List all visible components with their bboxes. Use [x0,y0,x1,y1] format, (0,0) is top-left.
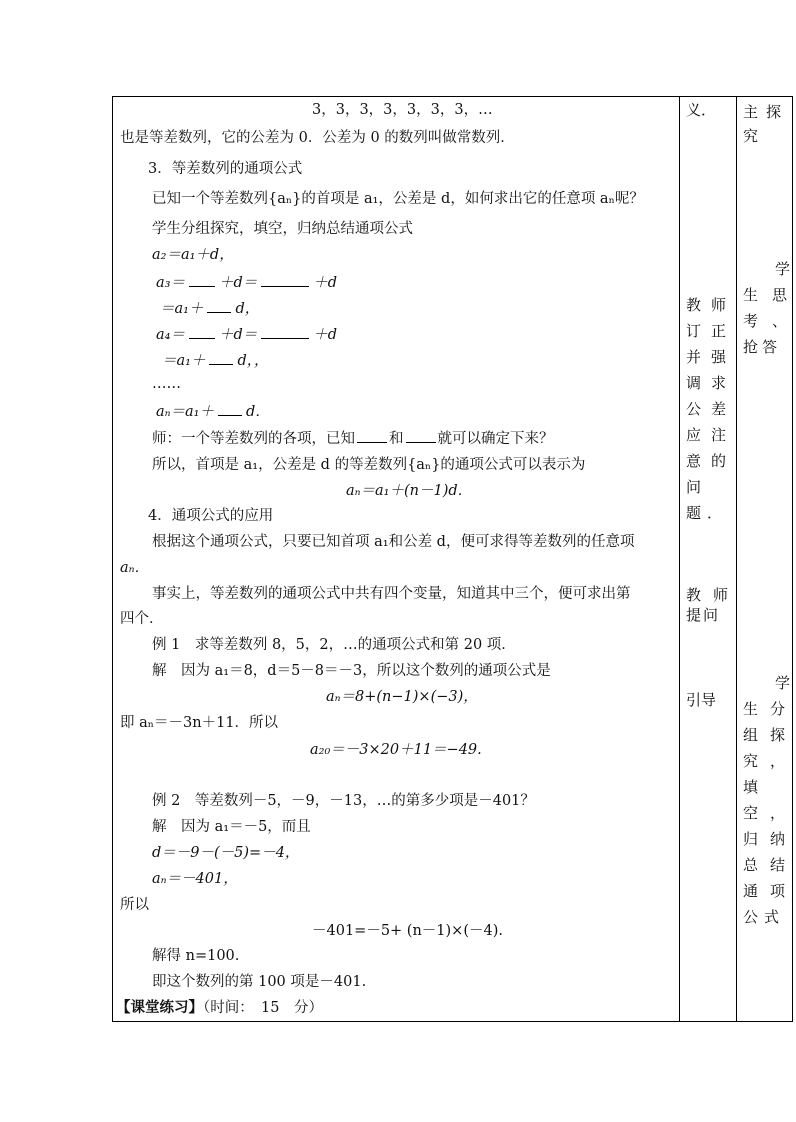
so-text: 所以，首项是 a₁，公差是 d 的等差数列{aₙ}的通项公式可以表示为 [152,457,586,473]
example-1-result: 即 aₙ＝－3n＋11．所以 [120,715,279,731]
teacher-question: 师：一个等差数列的各项，已知 和 就可以确定下来？ [152,428,554,449]
blank-a4-2[interactable] [261,324,309,339]
fact-line-2: 四个． [120,611,164,627]
application-line-2: aₙ． [120,560,150,576]
eq-a4-line2: ＝a₁＋ d，， [162,350,269,371]
example-2-an: aₙ＝－401， [152,871,238,887]
application-line-1: 根据这个通项公式，只要已知首项 a₁和公差 d，便可求得等差数列的任意项 [152,534,635,550]
example-2-so: 所以 [120,897,149,913]
teacher-note: 教师订正并强调求公差应注意的问题． [686,296,732,522]
example-2-solution: 解 因为 a₁＝－5，而且 [152,819,311,835]
section-3-title: 3．等差数列的通项公式 [148,161,303,177]
blank-first-term[interactable] [357,428,387,443]
blank-an[interactable] [218,401,242,416]
constant-sequence-note: 也是等差数列，它的公差为 0．公差为 0 的数列叫做常数列． [120,130,515,146]
column-divider-1 [679,96,680,1022]
student-col-top: 主探究 [743,103,790,145]
example-1-a20: a₂₀＝－3×20＋11＝−49. [310,742,482,758]
example-2-d: d＝－9－(－5)=－4， [152,845,300,861]
ellipsis: …… [152,376,181,392]
student-explore: 学生分组探究，填空，归纳总结通项公式 [743,674,796,926]
practice-time: （时间： 15 分） [203,1000,323,1016]
blank-common-difference[interactable] [406,428,436,443]
example-1: 例 1 求等差数列 8，5，2，…的通项公式和第 20 项． [152,637,516,653]
blank-a3-1[interactable] [189,272,215,287]
eq-a3: a₃＝ ＋d＝ ＋d [156,272,337,293]
blank-a4-1[interactable] [189,324,215,339]
example-2-n: 解得 n=100. [152,948,240,964]
example-2-equation: －401=－5+ (n－1)×(－4). [312,923,503,939]
group-task-text: 学生分组探究，填空，归纳总结通项公式 [152,221,413,237]
general-term-formula: aₙ＝a₁＋(n－1)d． [346,483,473,499]
column-divider-2 [736,96,737,1022]
example-1-formula: aₙ＝8+(n−1)×(−3)， [326,689,478,705]
practice-label: 【课堂练习】 [116,999,203,1016]
constant-sequence: 3，3，3，3，3，3，3，… [312,102,493,118]
example-1-solution: 解 因为 a₁＝8，d＝5－8＝－3，所以这个数列的通项公式是 [152,663,551,679]
example-2-conclusion: 即这个数列的第 100 项是－401. [152,974,367,990]
eq-a2: a₂＝a₁＋d， [152,247,234,263]
teacher-guide: 引导 [686,691,717,709]
eq-a3-line2: ＝a₁＋ d， [160,298,259,319]
eq-an: aₙ＝a₁＋ d． [156,401,270,422]
section-4-title: 4．通项公式的应用 [148,508,274,524]
blank-a3-3[interactable] [207,298,231,313]
teacher-col-top: 义． [686,101,717,119]
student-think: 学生思考、抢答 [743,260,795,356]
blank-a3-2[interactable] [261,272,309,287]
example-2: 例 2 等差数列－5，－9，－13，…的第多少项是－401？ [152,793,535,809]
practice-line [116,998,323,1018]
teacher-ask: 教师提问 [686,586,730,624]
question-text: 已知一个等差数列{aₙ}的首项是 a₁，公差是 d，如何求出它的任意项 aₙ呢？ [152,191,644,207]
eq-a4: a₄＝ ＋d＝ ＋d [156,324,337,345]
blank-a4-3[interactable] [209,350,233,365]
fact-line-1: 事实上，等差数列的通项公式中共有四个变量，知道其中三个，便可求出第 [152,586,631,602]
